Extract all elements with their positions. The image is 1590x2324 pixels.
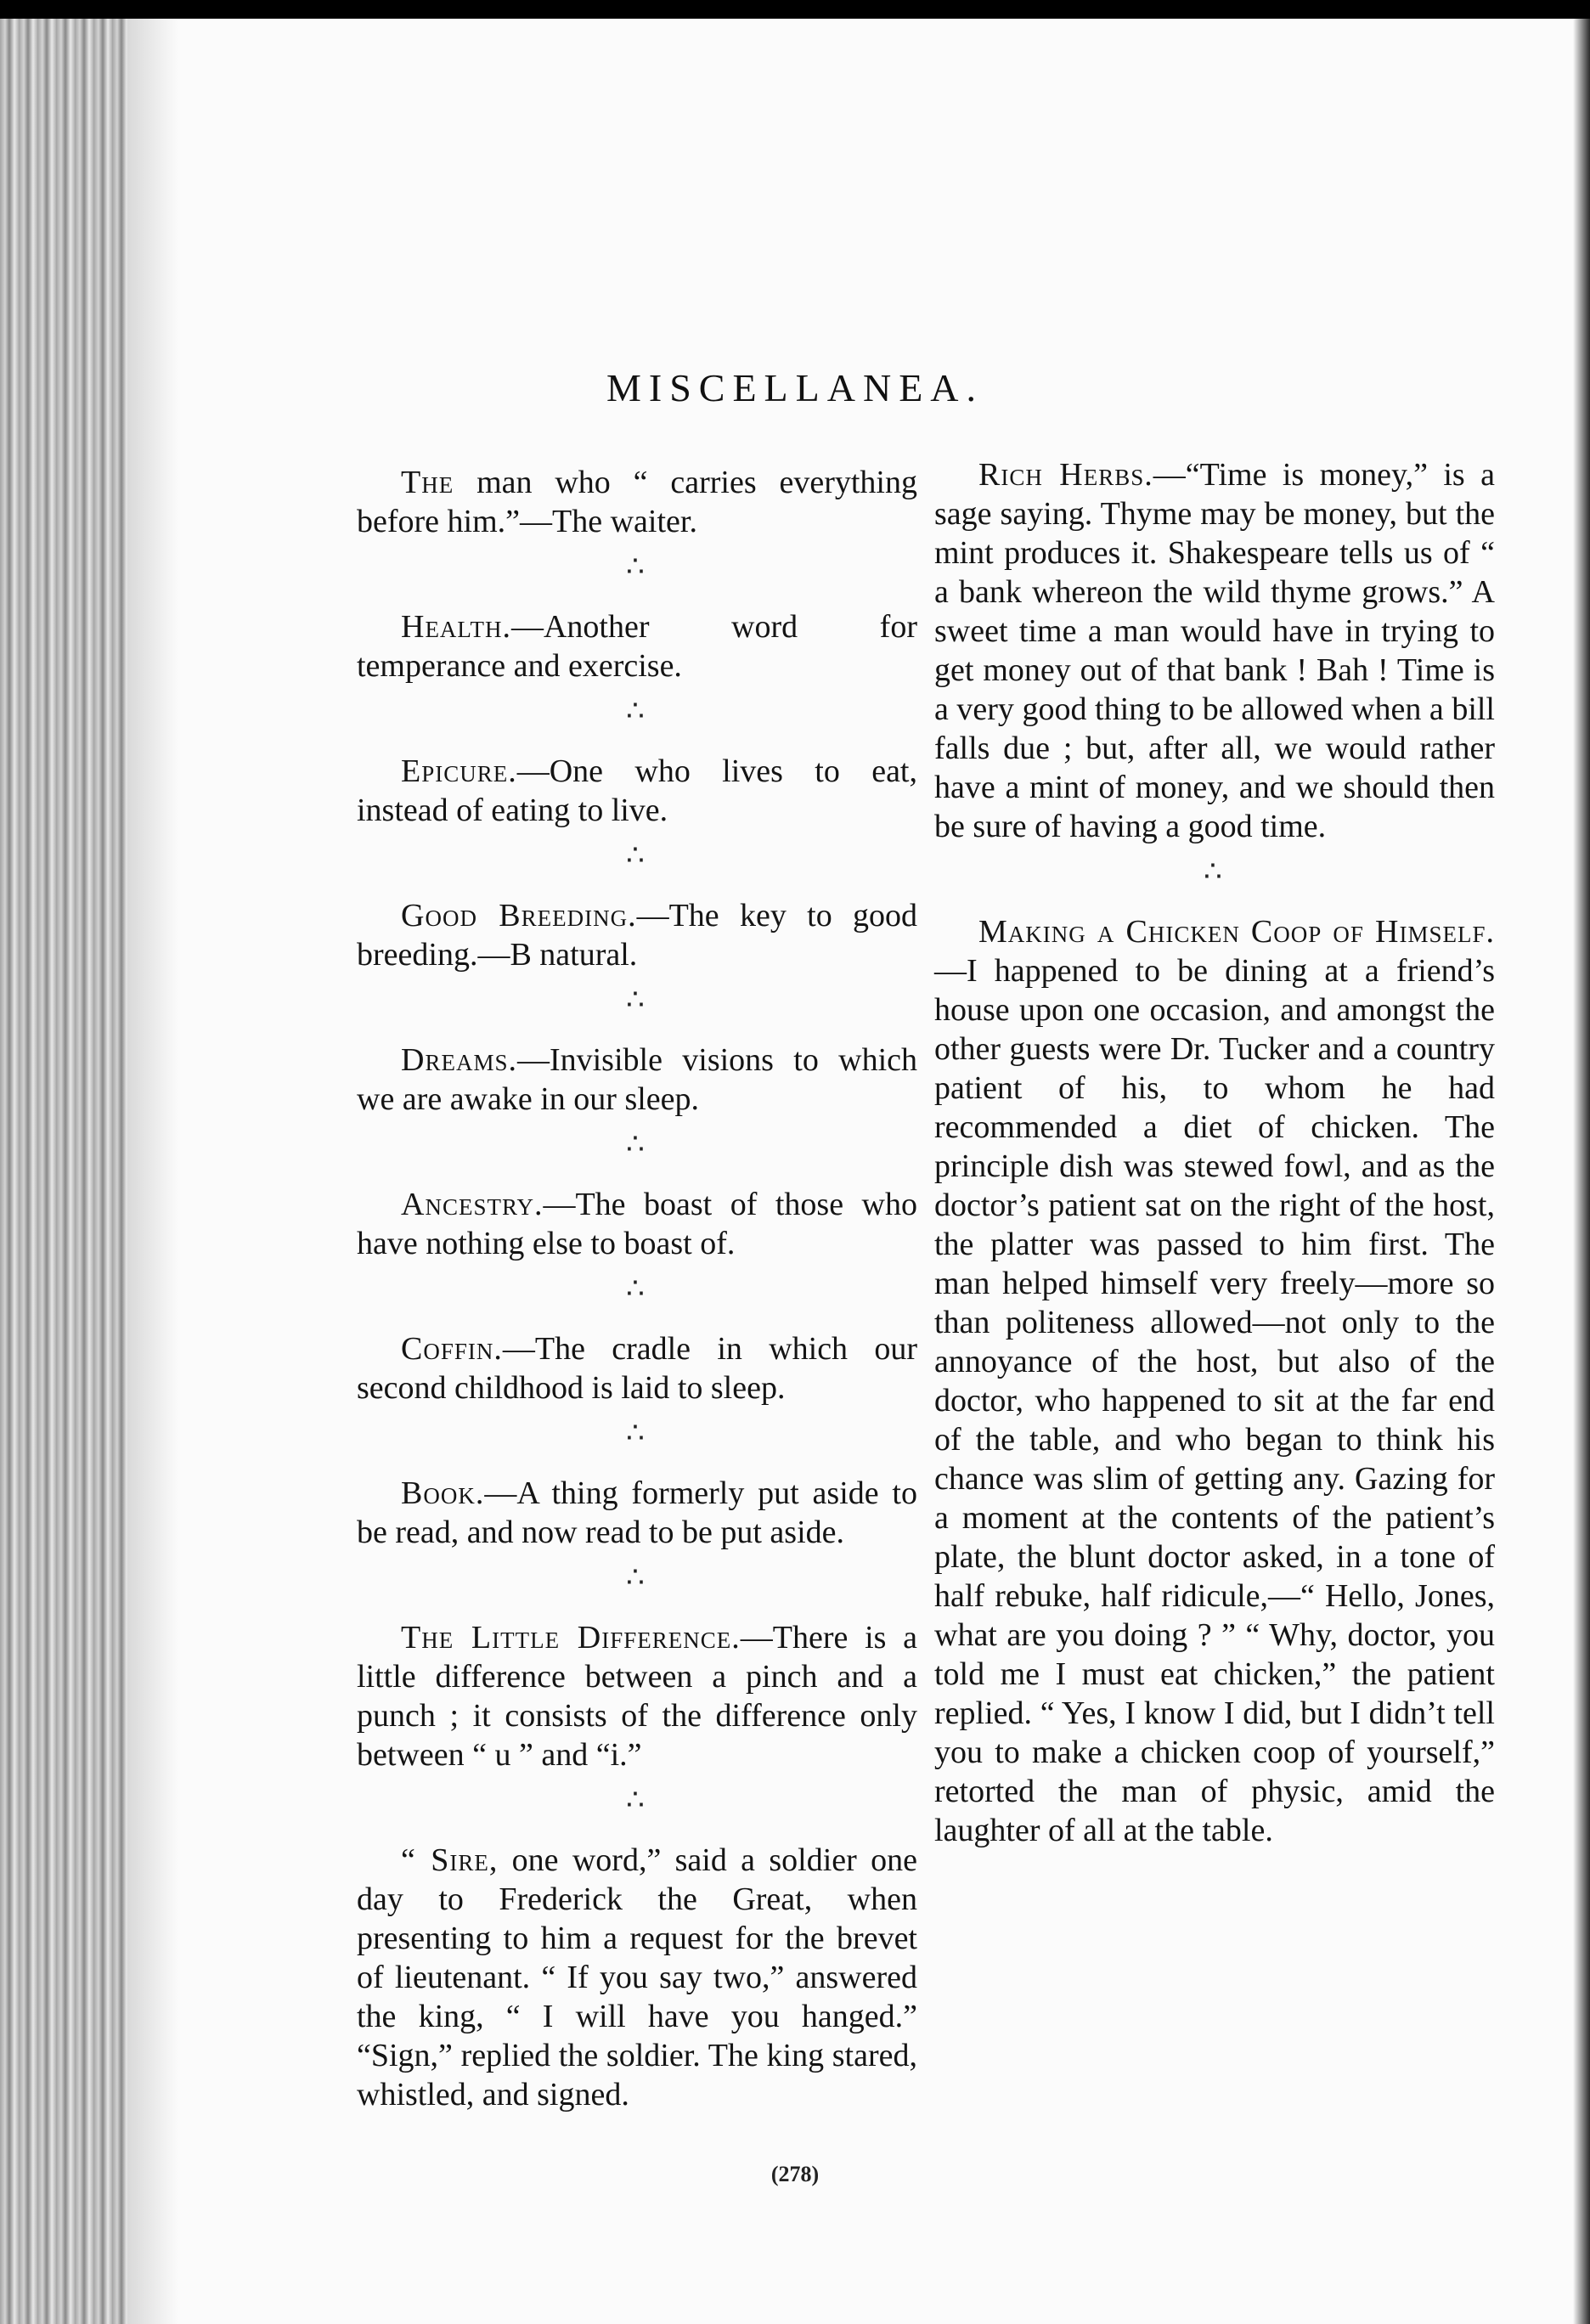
entry-epicure: [357, 752, 917, 830]
entry-text: —I happened to be dining at a friend’s house upon one occasion, and amongst the other guests were Dr. Tucker and a country patient of his, to whom he had recommended a diet of chicken. The principle dish was stewed fowl, and as the doctor’s patient sat on the right of the host, the platter was passed to him first. The man helped himself very freely—more so than politeness allowed—not only to the annoyance of the host, but also of the doctor, who happened to sit at the far end of the table, and who began to think his chance was slim of getting any. Gazing for a moment at the contents of the patient’s plate, the blunt doctor asked, in a tone of half rebuke, half ridicule,—“ Hello, Jones, what are you doing ? ” “ Why, doctor, you told me I must eat chicken,” the patient replied. “ Yes, I know I did, but I didn’t tell you to make a chicken coop of yourself,” retorted the man of physic, amid the laughter of all at the table.: [934, 953, 1495, 1848]
entry-heading: Rich Herbs.: [978, 457, 1153, 493]
page-title: MISCELLANEA.: [606, 366, 984, 409]
entry-dreams: [357, 1041, 917, 1119]
entry-text: man who “ carries everything before him.”—The waiter.: [357, 465, 917, 539]
entry-heading: “ Sire,: [401, 1842, 499, 1878]
entry-text: —The cradle in which our second childhood is laid to sleep.: [357, 1331, 917, 1406]
entry-book: [357, 1474, 917, 1552]
left-column: [357, 463, 917, 2114]
separator: ∴: [626, 1129, 648, 1160]
entry-good-breeding: [357, 896, 917, 974]
separator: ∴: [626, 696, 648, 727]
right-column: [934, 455, 1495, 1850]
entry-rich-herbs: [934, 455, 1495, 846]
entry-text: —A thing formerly put aside to be read, and now read to be put aside.: [357, 1475, 917, 1550]
separator: ∴: [626, 1785, 648, 1816]
entry-heading: Ancestry.: [401, 1187, 544, 1222]
entry-heading: Making a Chicken Coop of Himself.: [978, 914, 1495, 950]
entry-the-waiter: [357, 463, 917, 541]
entry-text: —“Time is money,” is a sage saying. Thyme may be money, but the mint produces it. Shakespeare tells us of “ a bank whereon the wild thyme grows.” A sweet time a man would have in trying to get money out of that bank ! Bah ! Time is a very good thing to be allowed when a bill falls due ; but, after all, we would rather have a mint of money, and we should then be sure of having a good time.: [934, 457, 1495, 844]
entry-heading: Book.: [401, 1475, 485, 1511]
entry-heading: Health.: [401, 609, 511, 645]
separator: ∴: [626, 1273, 648, 1305]
entry-health: [357, 607, 917, 685]
entry-text: —Another word for temperance and exercise.: [357, 609, 917, 684]
separator: ∴: [626, 984, 648, 1016]
entry-text: —Invisible visions to which we are awake in our sleep.: [357, 1042, 917, 1117]
entry-heading: Dreams.: [401, 1042, 517, 1078]
separator: ∴: [626, 1562, 648, 1594]
entry-heading: The Little Difference.: [401, 1620, 741, 1656]
entry-heading: Coffin.: [401, 1331, 503, 1367]
separator: ∴: [626, 551, 648, 583]
entry-ancestry: [357, 1185, 917, 1263]
entry-text: one word,” said a soldier one day to Frederick the Great, when presenting to him a request for the brevet of lieutenant. “ If you say two,” answered the king, “ I will have you hanged.” “Sign,” replied the soldier. The king stared, whistled, and signed.: [357, 1842, 917, 2112]
entry-heading: Epicure.: [401, 753, 517, 789]
entry-coffin: [357, 1329, 917, 1407]
entry-heading: Good Breeding.: [401, 898, 637, 934]
entry-text: —One who lives to eat, instead of eating to live.: [357, 753, 917, 828]
entry-text: —The key to good breeding.—B natural.: [357, 898, 917, 973]
separator: ∴: [626, 840, 648, 872]
entry-text: —There is a little difference between a pinch and a punch ; it consists of the difference only between “ u ” and “i.”: [357, 1620, 917, 1773]
separator: ∴: [626, 1418, 648, 1449]
entry-chicken-coop: [934, 912, 1495, 1850]
entry-heading: The: [401, 465, 454, 500]
separator: ∴: [1204, 856, 1226, 888]
entry-little-difference: [357, 1618, 917, 1774]
page-number: (278): [770, 2162, 820, 2186]
entry-sire-one-word: [357, 1841, 917, 2114]
entry-text: —The boast of those who have nothing else to boast of.: [357, 1187, 917, 1261]
